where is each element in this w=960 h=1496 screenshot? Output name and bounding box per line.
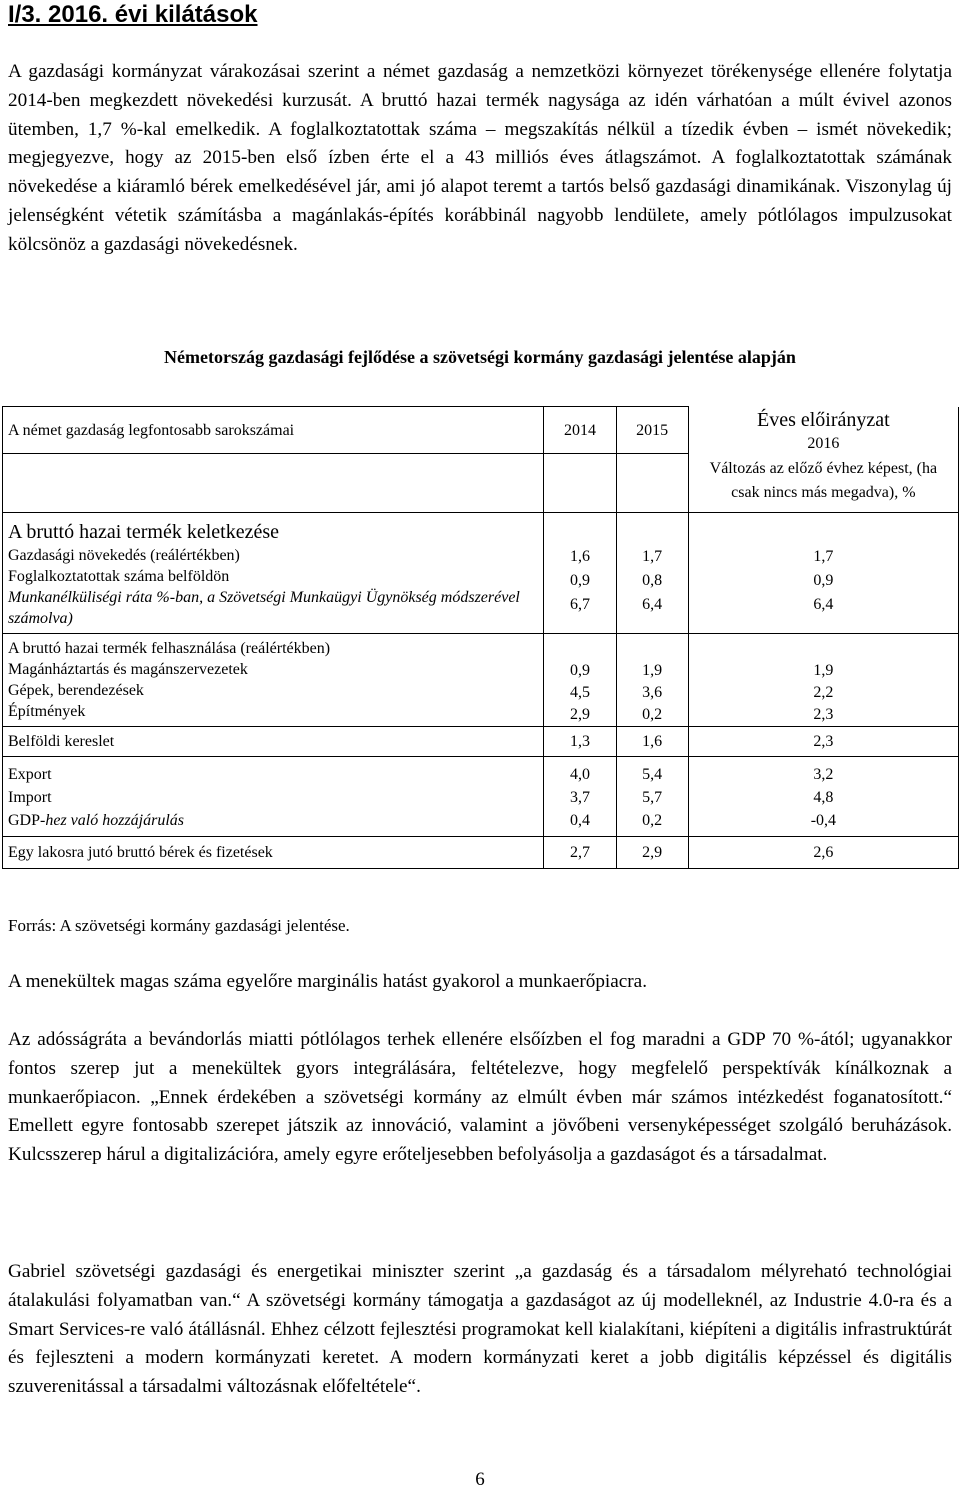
table-header-row (3, 407, 959, 454)
cell-value: 1,3 (544, 727, 616, 757)
row-label: Belföldi kereslet (3, 727, 544, 757)
section1-2016 (688, 513, 958, 634)
table-row (3, 837, 959, 869)
row-label-gdp (8, 809, 538, 832)
cell-value: 1,9 (813, 662, 834, 679)
forecast-label: Éves előirányzat (757, 408, 890, 431)
page-number: 6 (475, 1469, 485, 1490)
section1-title: A bruttó hazai termék keletkezése (8, 521, 279, 543)
table-title: Németország gazdasági fejlődése a szövetségi kormány gazdasági jelentése alapján (164, 347, 796, 367)
header-2014: 2014 (544, 407, 616, 454)
cell-value: 2,9 (570, 706, 591, 723)
row-label: Építmények (8, 703, 86, 720)
intro-paragraph: A gazdasági kormányzat várakozásai szerint a német gazdaság a nemzetközi környezet törékenysége ellenére folytatja 2014-ben megkezdett növekedési kurzusát. A bruttó hazai termék nagysága az idén várhatóan a múlt évivel azonos ütemben, 1,7 %-kal emelkedik. A foglalkoztatottak száma – megszakítás nélkül a tízedik évben – ismét növekedik; megjegyezve, hogy az 2015-ben első ízben érte el a 43 milliós éves átlagszámot. A foglalkoztatottak számának növekedése a kiáramló bérek emelkedésével jár, ami jó alapot teremt a tartós belső gazdasági dinamikának. Viszonylag új jelenségként vétetik számításba a magánlakás-építés korábbinál nagyobb lendülete, amely pótlólagos impulzusokat kölcsönöz a gazdasági növekedésnek. (8, 61, 952, 255)
minister-paragraph: Gabriel szövetségi gazdasági és energetikai miniszter szerint „a gazdaság és a társadalom mélyreható technológiai átalakulási folyamatban van.“ A szövetségi kormány támogatja a gazdaságot az új modelleknél, az Industrie 4.0-ra és a Smart Services-re való átállásnál. Ehhez célzott fejlesztési programokat kell kialakítani, kiépíteni a digitális infrastruktúrát és fejleszteni a modern kormányzati keretet. A modern kormányzati keret a jobb digitális képzéssel és digitális szuverenitással a társadalmi változásnak előfeltétele“. (8, 1261, 952, 1398)
row-label: Magánháztartás és magánszervezetek (8, 661, 248, 678)
header-label: A német gazdaság legfontosabb sarokszámai (3, 407, 544, 454)
cell-value: 1,9 (642, 662, 663, 679)
section1-2015 (616, 513, 688, 634)
trade-labels (3, 757, 544, 837)
gdp-prefix: GDP (8, 812, 41, 829)
section2-2014 (544, 634, 616, 727)
cell-value: 0,2 (642, 706, 663, 723)
cell-value: 0,2 (642, 812, 663, 829)
cell-value: 0,9 (570, 662, 591, 679)
row-label: Egy lakosra jutó bruttó bérek és fizetések (3, 837, 544, 869)
trade-2015 (616, 757, 688, 837)
cell-value: 4,8 (813, 789, 834, 806)
table-row (3, 634, 959, 727)
cell-value: 2,2 (813, 684, 834, 701)
note-spacer-2015 (616, 454, 688, 513)
table-row (3, 727, 959, 757)
cell-value: 2,6 (688, 837, 958, 869)
cell-value: 2,7 (544, 837, 616, 869)
economic-indicators-table (2, 406, 959, 869)
table-note-row (3, 454, 959, 513)
cell-value: 0,4 (570, 812, 591, 829)
cell-value: 6,7 (570, 596, 591, 613)
section-heading: I/3. 2016. évi kilátások (8, 1, 258, 28)
section2-2015 (616, 634, 688, 727)
cell-value: 4,5 (570, 684, 591, 701)
debt-paragraph: Az adósságráta a bevándorlás miatti pótlólagos terhek ellenére elsőízben el fog maradni a GDP 70 %-ától; ugyanakkor fontos szerep jut a menekültek gyors integrálására, feltételezve, hogy megfelelő perspektívák kínálkoznak a munkaerőpiacon. „Ennek érdekében a szövetségi kormány az elmúlt évben már számos intézkedést foganatosított.“ Emellett egyre fontosabb szerepet játszik az innováció, valamint a jövőbeni versenyképességet szolgáló beruházások. Kulcsszerep hárul a digitalizációra, amely egyre erőteljesebben befolyásolja a gazdaságot és a társadalmat. (8, 1029, 952, 1166)
cell-value: 6,4 (642, 596, 663, 613)
section1-2014 (544, 513, 616, 634)
cell-value: 2,3 (688, 727, 958, 757)
row-label: Import (8, 789, 52, 806)
cell-value: 2,9 (616, 837, 688, 869)
cell-value: 5,4 (642, 766, 663, 783)
cell-value: 0,9 (570, 572, 591, 589)
row-label: Export (8, 766, 52, 783)
row-label: Gépek, berendezések (8, 682, 144, 699)
section2-2016 (688, 634, 958, 727)
forecast-year: 2016 (807, 434, 840, 452)
cell-value: 3,2 (813, 766, 834, 783)
cell-value: 1,6 (570, 548, 591, 565)
gdp-suffix: -hez való hozzájárulás (40, 812, 185, 829)
cell-value: 3,6 (642, 684, 663, 701)
row-label: Gazdasági növekedés (reálértékben) (8, 547, 240, 564)
section2-labels (3, 634, 544, 727)
cell-value: 0,9 (813, 572, 834, 589)
cell-value: 5,7 (642, 789, 663, 806)
cell-value: 2,3 (813, 706, 834, 723)
cell-value: 1,7 (642, 548, 663, 565)
trade-2016 (688, 757, 958, 837)
section1-labels (3, 513, 544, 634)
table-row (3, 513, 959, 634)
cell-value: 4,0 (570, 766, 591, 783)
note-spacer-2014 (544, 454, 616, 513)
table-row (3, 757, 959, 837)
cell-value: -0,4 (810, 812, 837, 829)
refugee-paragraph: A menekültek magas száma egyelőre marginális hatást gyakorol a munkaerőpiacra. (8, 971, 647, 992)
header-forecast (688, 407, 958, 454)
trade-2014 (544, 757, 616, 837)
section2-title: A bruttó hazai termék felhasználása (reálértékben) (8, 640, 331, 657)
cell-value: 0,8 (642, 572, 663, 589)
row-label: Foglalkoztatottak száma belföldön (8, 568, 230, 585)
cell-value: 1,6 (616, 727, 688, 757)
row-label: Munkanélküliségi ráta %-ban, a Szövetségi Munkaügyi Ügynökség módszerével számolva) (8, 589, 520, 627)
cell-value: 6,4 (813, 596, 834, 613)
header-2015: 2015 (616, 407, 688, 454)
cell-value: 1,7 (813, 548, 834, 565)
header-note: Változás az előző évhez képest, (ha csak nincs más megadva), % (688, 454, 958, 513)
cell-value: 3,7 (570, 789, 591, 806)
note-spacer (3, 454, 544, 513)
source-note: Forrás: A szövetségi kormány gazdasági jelentése. (8, 916, 350, 935)
